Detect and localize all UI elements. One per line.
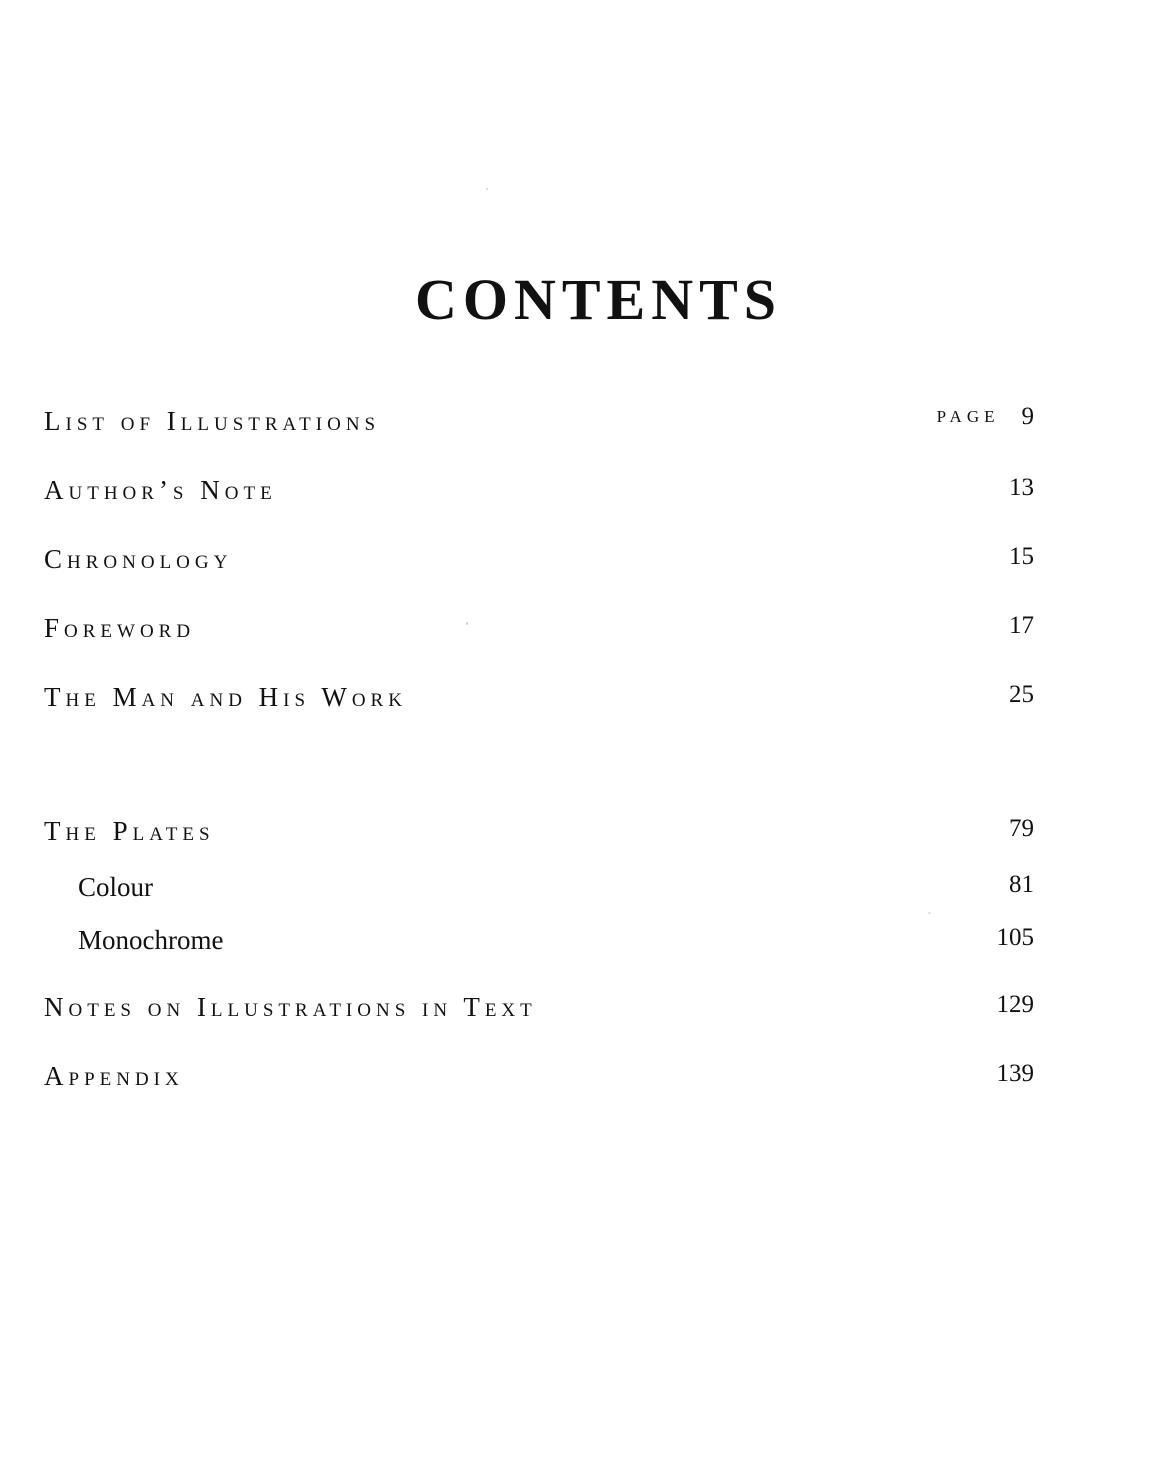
toc-entry-authors-note <box>44 467 1034 507</box>
paper-speck <box>928 912 931 914</box>
page-number: 81 <box>1009 871 1034 898</box>
toc-entry-label: Colour <box>78 872 154 902</box>
toc-entry-label: Monochrome <box>78 925 224 955</box>
page-number: 9 <box>1021 403 1034 430</box>
page-word-label: PAGE <box>936 407 1000 426</box>
toc-entry-man-and-work <box>44 674 1034 714</box>
paper-speck <box>486 188 488 190</box>
toc-entry-label: Appendix <box>44 1061 184 1091</box>
toc-entry-label: Author’s Note <box>44 475 277 505</box>
toc-entry-label: Chronology <box>44 544 233 574</box>
page-number: 79 <box>1009 815 1034 842</box>
toc-entry-list-of-illustrations <box>44 398 1034 438</box>
toc-entry-label: Notes on Illustrations in Text <box>44 992 537 1022</box>
page-number: 13 <box>1009 474 1034 501</box>
page-title: CONTENTS <box>414 267 783 332</box>
toc-entry-foreword <box>44 605 1034 645</box>
page-number: 25 <box>1009 681 1034 708</box>
toc-subentry-colour <box>44 864 1034 904</box>
toc-entry-page <box>937 402 1034 434</box>
toc-entry-label: The Man and His Work <box>44 682 407 712</box>
toc-entry-chronology <box>44 536 1034 576</box>
page-number: 15 <box>1009 543 1034 570</box>
page-number: 105 <box>996 924 1034 951</box>
toc-entry-notes-on-illustrations <box>44 984 1034 1024</box>
toc-subentry-monochrome <box>44 917 1034 957</box>
toc-entry-plates <box>44 808 1034 848</box>
toc-entry-label: List of Illustrations <box>44 406 381 436</box>
toc-entry-appendix <box>44 1053 1034 1093</box>
page-number: 17 <box>1009 612 1034 639</box>
toc-entry-label: Foreword <box>44 613 196 643</box>
toc-entry-label: The Plates <box>44 816 215 846</box>
paper-speck <box>466 622 468 625</box>
page-number: 139 <box>996 1060 1034 1087</box>
page-number: 129 <box>996 991 1034 1018</box>
